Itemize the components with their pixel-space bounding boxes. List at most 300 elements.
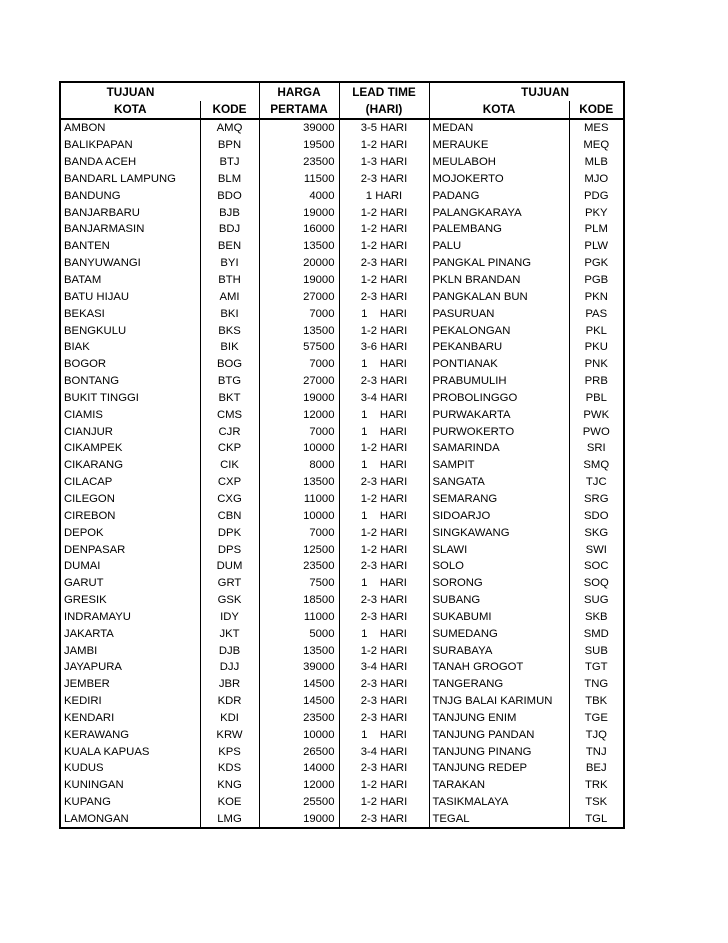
cell-kota-tujuan: PASURUAN <box>429 305 569 322</box>
cell-lead-time: 1-2 HARI <box>339 491 429 508</box>
cell-kode: BYI <box>200 255 259 272</box>
cell-kota: BANJARMASIN <box>60 221 200 238</box>
cell-lead-time: 2-3 HARI <box>339 474 429 491</box>
cell-kota-tujuan: TARAKAN <box>429 777 569 794</box>
table-row <box>60 154 624 171</box>
cell-kota: BALIKPAPAN <box>60 137 200 154</box>
cell-kode-tujuan: MES <box>569 119 624 137</box>
cell-harga: 23500 <box>259 710 339 727</box>
cell-kode: CXP <box>200 474 259 491</box>
table-row <box>60 305 624 322</box>
cell-harga: 11000 <box>259 608 339 625</box>
cell-lead-time: 1 HARI <box>339 457 429 474</box>
cell-kota-tujuan: PROBOLINGGO <box>429 390 569 407</box>
cell-kode-tujuan: SOC <box>569 558 624 575</box>
cell-kode-tujuan: TGE <box>569 710 624 727</box>
cell-lead-time: 1 HARI <box>339 625 429 642</box>
cell-kota: KEDIRI <box>60 693 200 710</box>
cell-kode-tujuan: SMD <box>569 625 624 642</box>
cell-kode: DUM <box>200 558 259 575</box>
cell-kota-tujuan: TASIKMALAYA <box>429 794 569 811</box>
cell-kota: LAMONGAN <box>60 811 200 829</box>
cell-kota: CIANJUR <box>60 423 200 440</box>
cell-kode: BKT <box>200 390 259 407</box>
cell-lead-time: 1-2 HARI <box>339 642 429 659</box>
table-row <box>60 693 624 710</box>
cell-harga: 5000 <box>259 625 339 642</box>
cell-kota-tujuan: TEGAL <box>429 811 569 829</box>
table-row <box>60 710 624 727</box>
table-row <box>60 171 624 188</box>
cell-kode-tujuan: PBL <box>569 390 624 407</box>
cell-kota: BONTANG <box>60 373 200 390</box>
cell-kode-tujuan: TGT <box>569 659 624 676</box>
table-row <box>60 187 624 204</box>
cell-lead-time: 2-3 HARI <box>339 693 429 710</box>
cell-kode-tujuan: TSK <box>569 794 624 811</box>
cell-kota: GARUT <box>60 575 200 592</box>
table-row <box>60 356 624 373</box>
cell-harga: 57500 <box>259 339 339 356</box>
cell-kota-tujuan: PKLN BRANDAN <box>429 272 569 289</box>
cell-harga: 13500 <box>259 238 339 255</box>
cell-lead-time: 1-2 HARI <box>339 272 429 289</box>
cell-lead-time: 2-3 HARI <box>339 255 429 272</box>
cell-kota-tujuan: TANJUNG REDEP <box>429 760 569 777</box>
cell-harga: 10000 <box>259 726 339 743</box>
cell-kota: BATAM <box>60 272 200 289</box>
cell-kota-tujuan: TANJUNG PINANG <box>429 743 569 760</box>
cell-kode: DJJ <box>200 659 259 676</box>
cell-harga: 4000 <box>259 187 339 204</box>
cell-kota: KERAWANG <box>60 726 200 743</box>
cell-lead-time: 1-2 HARI <box>339 777 429 794</box>
cell-kota: CIKARANG <box>60 457 200 474</box>
cell-kota: JEMBER <box>60 676 200 693</box>
cell-harga: 19000 <box>259 811 339 829</box>
cell-kode: IDY <box>200 608 259 625</box>
cell-kota: DUMAI <box>60 558 200 575</box>
cell-kode: BDJ <box>200 221 259 238</box>
cell-kode-tujuan: PKU <box>569 339 624 356</box>
cell-kode-tujuan: TNG <box>569 676 624 693</box>
header-tujuan-left: TUJUAN <box>60 82 200 101</box>
cell-harga: 39000 <box>259 119 339 137</box>
cell-kota: DEPOK <box>60 524 200 541</box>
cell-kode: CJR <box>200 423 259 440</box>
cell-harga: 11500 <box>259 171 339 188</box>
cell-lead-time: 1-2 HARI <box>339 137 429 154</box>
cell-kode-tujuan: MEQ <box>569 137 624 154</box>
cell-lead-time: 1 HARI <box>339 187 429 204</box>
cell-kota-tujuan: PALU <box>429 238 569 255</box>
cell-harga: 12000 <box>259 777 339 794</box>
cell-kode: BTJ <box>200 154 259 171</box>
cell-kode: BTG <box>200 373 259 390</box>
cell-kota: BATU HIJAU <box>60 288 200 305</box>
cell-lead-time: 2-3 HARI <box>339 760 429 777</box>
cell-kode: GSK <box>200 592 259 609</box>
cell-kota-tujuan: PANGKALAN BUN <box>429 288 569 305</box>
cell-lead-time: 1-2 HARI <box>339 238 429 255</box>
table-row <box>60 507 624 524</box>
table-row <box>60 811 624 829</box>
cell-kode-tujuan: PNK <box>569 356 624 373</box>
cell-lead-time: 2-3 HARI <box>339 608 429 625</box>
cell-kota: BANTEN <box>60 238 200 255</box>
cell-harga: 27000 <box>259 288 339 305</box>
cell-kota: BANDUNG <box>60 187 200 204</box>
cell-kota: JAMBI <box>60 642 200 659</box>
cell-lead-time: 1 HARI <box>339 423 429 440</box>
header-row-2 <box>60 101 624 120</box>
cell-harga: 13500 <box>259 474 339 491</box>
cell-kode: KDR <box>200 693 259 710</box>
cell-lead-time: 1 HARI <box>339 356 429 373</box>
cell-kota-tujuan: TANJUNG PANDAN <box>429 726 569 743</box>
cell-kode: KPS <box>200 743 259 760</box>
table-row <box>60 119 624 137</box>
cell-kota-tujuan: PEKANBARU <box>429 339 569 356</box>
cell-lead-time: 3-4 HARI <box>339 743 429 760</box>
cell-kota: DENPASAR <box>60 541 200 558</box>
cell-kode-tujuan: SOQ <box>569 575 624 592</box>
cell-kota: KUDUS <box>60 760 200 777</box>
table-row <box>60 760 624 777</box>
cell-kode: KNG <box>200 777 259 794</box>
cell-lead-time: 2-3 HARI <box>339 710 429 727</box>
cell-harga: 7000 <box>259 524 339 541</box>
cell-kota-tujuan: SURABAYA <box>429 642 569 659</box>
cell-kota: AMBON <box>60 119 200 137</box>
cell-kota: BANYUWANGI <box>60 255 200 272</box>
cell-kode: CKP <box>200 440 259 457</box>
cell-harga: 25500 <box>259 794 339 811</box>
cell-harga: 14500 <box>259 676 339 693</box>
table-row <box>60 440 624 457</box>
cell-lead-time: 2-3 HARI <box>339 171 429 188</box>
cell-kode: KRW <box>200 726 259 743</box>
cell-kota-tujuan: PALEMBANG <box>429 221 569 238</box>
cell-kode: JKT <box>200 625 259 642</box>
cell-lead-time: 2-3 HARI <box>339 676 429 693</box>
cell-kode: BLM <box>200 171 259 188</box>
cell-kode-tujuan: TJQ <box>569 726 624 743</box>
cell-kode: BKI <box>200 305 259 322</box>
cell-kode-tujuan: BEJ <box>569 760 624 777</box>
cell-harga: 11000 <box>259 491 339 508</box>
cell-kode-tujuan: PKL <box>569 322 624 339</box>
cell-kode: JBR <box>200 676 259 693</box>
table-row <box>60 221 624 238</box>
cell-kode: CMS <box>200 406 259 423</box>
cell-lead-time: 1-3 HARI <box>339 154 429 171</box>
cell-kode-tujuan: PGK <box>569 255 624 272</box>
cell-kode: KOE <box>200 794 259 811</box>
cell-kota-tujuan: SOLO <box>429 558 569 575</box>
cell-harga: 18500 <box>259 592 339 609</box>
cell-lead-time: 1-2 HARI <box>339 794 429 811</box>
cell-kota-tujuan: MERAUKE <box>429 137 569 154</box>
cell-kota-tujuan: SAMARINDA <box>429 440 569 457</box>
cell-lead-time: 3-6 HARI <box>339 339 429 356</box>
cell-kode-tujuan: SWI <box>569 541 624 558</box>
cell-lead-time: 2-3 HARI <box>339 373 429 390</box>
cell-kode-tujuan: PWK <box>569 406 624 423</box>
cell-kode: CIK <box>200 457 259 474</box>
cell-lead-time: 1-2 HARI <box>339 322 429 339</box>
cell-kode-tujuan: PWO <box>569 423 624 440</box>
cell-harga: 19000 <box>259 390 339 407</box>
table-row <box>60 575 624 592</box>
table-row <box>60 726 624 743</box>
rate-table <box>59 81 625 829</box>
table-row <box>60 608 624 625</box>
cell-harga: 7000 <box>259 356 339 373</box>
cell-kode: DPS <box>200 541 259 558</box>
cell-kota-tujuan: SIDOARJO <box>429 507 569 524</box>
cell-kode: BPN <box>200 137 259 154</box>
cell-kode-tujuan: SRI <box>569 440 624 457</box>
cell-kode: CXG <box>200 491 259 508</box>
cell-harga: 39000 <box>259 659 339 676</box>
cell-harga: 13500 <box>259 642 339 659</box>
cell-harga: 16000 <box>259 221 339 238</box>
header-kota-left: KOTA <box>60 101 200 120</box>
cell-kode-tujuan: SUG <box>569 592 624 609</box>
cell-lead-time: 3-5 HARI <box>339 119 429 137</box>
cell-lead-time: 1 HARI <box>339 726 429 743</box>
cell-kode: BIK <box>200 339 259 356</box>
cell-harga: 14000 <box>259 760 339 777</box>
table-row <box>60 288 624 305</box>
header-hari: (HARI) <box>339 101 429 120</box>
cell-kota-tujuan: PURWAKARTA <box>429 406 569 423</box>
cell-kota-tujuan: MEDAN <box>429 119 569 137</box>
cell-kota-tujuan: PONTIANAK <box>429 356 569 373</box>
header-blank-right <box>569 82 624 101</box>
cell-lead-time: 1-2 HARI <box>339 524 429 541</box>
cell-kota: CILEGON <box>60 491 200 508</box>
cell-harga: 7000 <box>259 305 339 322</box>
cell-kode-tujuan: TRK <box>569 777 624 794</box>
cell-kota-tujuan: SANGATA <box>429 474 569 491</box>
cell-harga: 7000 <box>259 423 339 440</box>
cell-kota: JAKARTA <box>60 625 200 642</box>
cell-lead-time: 1 HARI <box>339 305 429 322</box>
header-kota-right: KOTA <box>429 101 569 120</box>
cell-kode-tujuan: MJO <box>569 171 624 188</box>
table-row <box>60 794 624 811</box>
table-row <box>60 204 624 221</box>
cell-harga: 19000 <box>259 204 339 221</box>
cell-kode: BEN <box>200 238 259 255</box>
cell-lead-time: 1 HARI <box>339 575 429 592</box>
cell-kode-tujuan: SKB <box>569 608 624 625</box>
cell-kode: BTH <box>200 272 259 289</box>
cell-kota: BANDA ACEH <box>60 154 200 171</box>
cell-harga: 23500 <box>259 558 339 575</box>
table-row <box>60 659 624 676</box>
cell-kota-tujuan: SINGKAWANG <box>429 524 569 541</box>
cell-lead-time: 2-3 HARI <box>339 558 429 575</box>
cell-kota: KUPANG <box>60 794 200 811</box>
header-harga: HARGA <box>259 82 339 101</box>
cell-kota: KUALA KAPUAS <box>60 743 200 760</box>
cell-lead-time: 1 HARI <box>339 507 429 524</box>
cell-kode-tujuan: PAS <box>569 305 624 322</box>
table-row <box>60 743 624 760</box>
cell-lead-time: 3-4 HARI <box>339 390 429 407</box>
cell-kota-tujuan: SLAWI <box>429 541 569 558</box>
cell-kota-tujuan: TANGERANG <box>429 676 569 693</box>
cell-kota-tujuan: SUBANG <box>429 592 569 609</box>
cell-kota: GRESIK <box>60 592 200 609</box>
cell-harga: 19000 <box>259 272 339 289</box>
header-row-1 <box>60 82 624 101</box>
cell-kota: CILACAP <box>60 474 200 491</box>
table-row <box>60 457 624 474</box>
table-row <box>60 676 624 693</box>
cell-lead-time: 1-2 HARI <box>339 541 429 558</box>
cell-kota-tujuan: SAMPIT <box>429 457 569 474</box>
cell-kota-tujuan: SEMARANG <box>429 491 569 508</box>
cell-kode: GRT <box>200 575 259 592</box>
cell-lead-time: 1-2 HARI <box>339 440 429 457</box>
cell-kode-tujuan: SMQ <box>569 457 624 474</box>
header-tujuan-right: TUJUAN <box>429 82 569 101</box>
header-lead-time: LEAD TIME <box>339 82 429 101</box>
cell-kode-tujuan: PDG <box>569 187 624 204</box>
table-row <box>60 642 624 659</box>
table-row <box>60 491 624 508</box>
cell-kode-tujuan: PRB <box>569 373 624 390</box>
cell-kota: BEKASI <box>60 305 200 322</box>
table-row <box>60 373 624 390</box>
cell-kode-tujuan: PLM <box>569 221 624 238</box>
cell-harga: 7500 <box>259 575 339 592</box>
table-row <box>60 339 624 356</box>
cell-kode-tujuan: PKN <box>569 288 624 305</box>
cell-kode: BOG <box>200 356 259 373</box>
table-row <box>60 592 624 609</box>
cell-lead-time: 1-2 HARI <box>339 221 429 238</box>
cell-kota: BENGKULU <box>60 322 200 339</box>
cell-kota-tujuan: PRABUMULIH <box>429 373 569 390</box>
header-blank-left <box>200 82 259 101</box>
table-row <box>60 238 624 255</box>
cell-kota: KUNINGAN <box>60 777 200 794</box>
header-pertama: PERTAMA <box>259 101 339 120</box>
cell-kota-tujuan: PANGKAL PINANG <box>429 255 569 272</box>
cell-harga: 10000 <box>259 507 339 524</box>
cell-harga: 14500 <box>259 693 339 710</box>
table-row <box>60 524 624 541</box>
cell-kota-tujuan: PURWOKERTO <box>429 423 569 440</box>
cell-kode-tujuan: SKG <box>569 524 624 541</box>
table-row <box>60 423 624 440</box>
cell-kota: CIAMIS <box>60 406 200 423</box>
cell-kota-tujuan: PEKALONGAN <box>429 322 569 339</box>
cell-lead-time: 1-2 HARI <box>339 204 429 221</box>
cell-kode-tujuan: PGB <box>569 272 624 289</box>
cell-kota-tujuan: SUKABUMI <box>429 608 569 625</box>
cell-kota: CIKAMPEK <box>60 440 200 457</box>
cell-kode: LMG <box>200 811 259 829</box>
cell-harga: 13500 <box>259 322 339 339</box>
cell-kode: BJB <box>200 204 259 221</box>
cell-harga: 20000 <box>259 255 339 272</box>
cell-lead-time: 3-4 HARI <box>339 659 429 676</box>
table-row <box>60 390 624 407</box>
cell-kode-tujuan: SRG <box>569 491 624 508</box>
cell-kota: JAYAPURA <box>60 659 200 676</box>
cell-kode-tujuan: MLB <box>569 154 624 171</box>
table-row <box>60 625 624 642</box>
cell-harga: 27000 <box>259 373 339 390</box>
cell-kode-tujuan: TNJ <box>569 743 624 760</box>
table-row <box>60 777 624 794</box>
cell-kota-tujuan: MEULABOH <box>429 154 569 171</box>
cell-kode: CBN <box>200 507 259 524</box>
cell-kode: AMI <box>200 288 259 305</box>
cell-kota-tujuan: PADANG <box>429 187 569 204</box>
cell-kota-tujuan: TANAH GROGOT <box>429 659 569 676</box>
table-row <box>60 322 624 339</box>
table-row <box>60 406 624 423</box>
cell-kota-tujuan: SUMEDANG <box>429 625 569 642</box>
cell-kota-tujuan: MOJOKERTO <box>429 171 569 188</box>
cell-kota: BUKIT TINGGI <box>60 390 200 407</box>
cell-kota-tujuan: TANJUNG ENIM <box>429 710 569 727</box>
cell-harga: 10000 <box>259 440 339 457</box>
table-row <box>60 272 624 289</box>
cell-kode-tujuan: PKY <box>569 204 624 221</box>
cell-kode-tujuan: SUB <box>569 642 624 659</box>
cell-lead-time: 2-3 HARI <box>339 811 429 829</box>
cell-harga: 12500 <box>259 541 339 558</box>
cell-kota: BANDARL LAMPUNG <box>60 171 200 188</box>
cell-kode: KDS <box>200 760 259 777</box>
cell-kota: BANJARBARU <box>60 204 200 221</box>
cell-kode-tujuan: SDO <box>569 507 624 524</box>
cell-kode: DJB <box>200 642 259 659</box>
cell-lead-time: 2-3 HARI <box>339 592 429 609</box>
cell-kode: BKS <box>200 322 259 339</box>
cell-kota-tujuan: TNJG BALAI KARIMUN <box>429 693 569 710</box>
cell-harga: 19500 <box>259 137 339 154</box>
cell-kota: KENDARI <box>60 710 200 727</box>
table-row <box>60 541 624 558</box>
cell-harga: 26500 <box>259 743 339 760</box>
cell-kode-tujuan: PLW <box>569 238 624 255</box>
cell-kode: DPK <box>200 524 259 541</box>
cell-kota-tujuan: PALANGKARAYA <box>429 204 569 221</box>
cell-kota: CIREBON <box>60 507 200 524</box>
cell-kode-tujuan: TJC <box>569 474 624 491</box>
header-kode-left: KODE <box>200 101 259 120</box>
cell-harga: 8000 <box>259 457 339 474</box>
cell-harga: 12000 <box>259 406 339 423</box>
cell-kode-tujuan: TBK <box>569 693 624 710</box>
cell-kota: BOGOR <box>60 356 200 373</box>
table-row <box>60 558 624 575</box>
header-kode-right: KODE <box>569 101 624 120</box>
cell-harga: 23500 <box>259 154 339 171</box>
cell-lead-time: 1 HARI <box>339 406 429 423</box>
table-row <box>60 255 624 272</box>
cell-kode: BDO <box>200 187 259 204</box>
